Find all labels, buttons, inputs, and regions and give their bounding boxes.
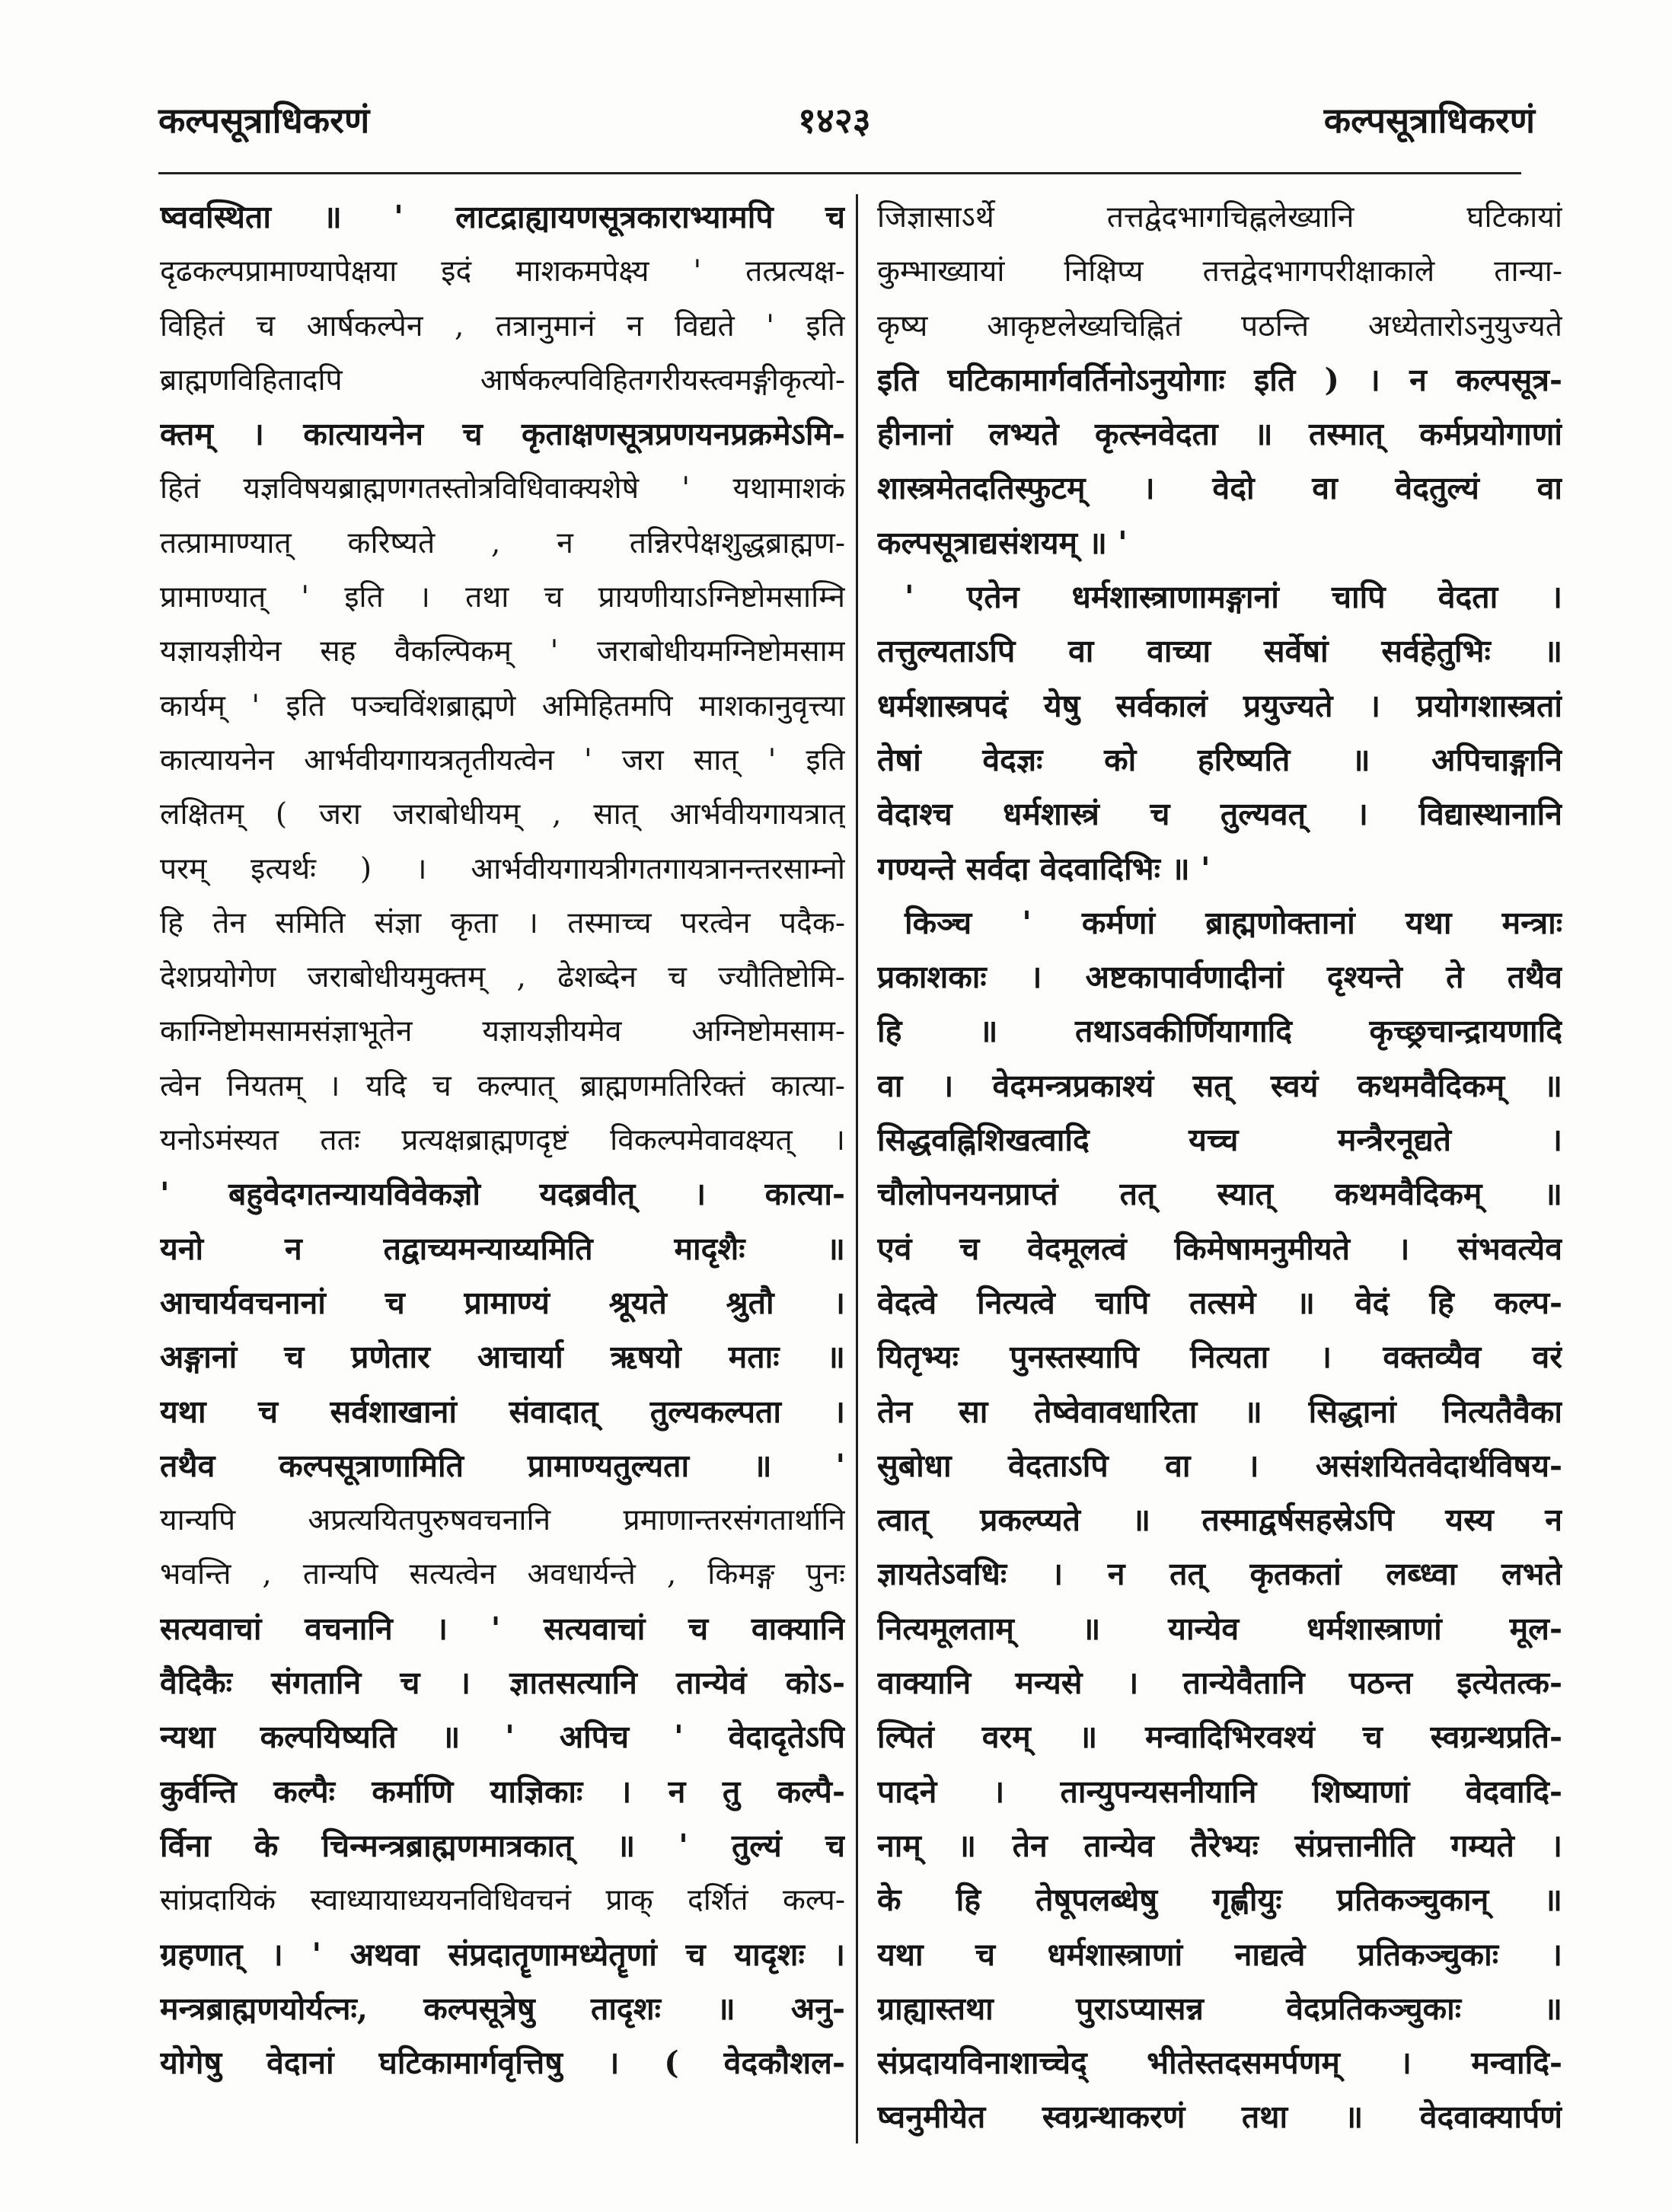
text-line: इति घटिकामार्गवर्तिनोऽनुयोगाः इति ) । न कल्पसूत्र- <box>877 361 1562 398</box>
text-line: जिज्ञासाऽर्थे तत्तद्वेदभागचिह्नलेख्यानि घटिकायां <box>877 200 1562 235</box>
text-line: अङ्गानां च प्रणेतार आचार्या ऋषयो मताः ॥ <box>160 1339 845 1376</box>
text-line: लक्षितम् ( जरा जराबोधीयम् , सात् आर्भवीयगायत्रात् <box>160 797 845 832</box>
text-line: शास्त्रमेतदतिस्फुटम् । वेदो वा वेदतुल्यं वा <box>877 470 1562 507</box>
text-line: योगेषु वेदानां घटिकामार्गवृत्तिषु । ( वेदकौशल- <box>160 2044 845 2082</box>
right-column <box>877 190 1562 2145</box>
text-line: ष्ववस्थिता ॥ ' लाटद्राह्यायणसूत्रकाराभ्यामपि च <box>160 199 845 235</box>
text-line: हि तेन समिति संज्ञा कृता । तस्माच्च परत्वेन पदैक- <box>160 905 845 940</box>
text-line: प्रकाशकाः । अष्टकापार्वणादीनां दृश्यन्ते ते तथैव <box>877 959 1562 996</box>
text-line: यथा च सर्वशाखानां संवादात् तुल्यकल्पता । <box>160 1393 845 1430</box>
text-line: त्वात् प्रकल्प्यते ॥ तस्माद्वर्षसहस्रेऽपि यस्य न <box>877 1502 1562 1539</box>
text-line: ज्ञायतेऽवधिः । न तत् कृतकतां लब्ध्वा लभते <box>877 1556 1562 1593</box>
text-line: सिद्धवह्निशिखत्वादि यच्च मन्त्रैरनूद्यते । <box>877 1122 1562 1159</box>
text-line: ग्रहणात् । ' अथवा संप्रदातॄणामध्येतॄणां च यादृशः । <box>160 1936 845 1973</box>
text-line: दृढकल्पप्रामाण्यापेक्षया इदं माशकमपेक्ष्य ' तत्प्रत्यक्ष- <box>160 254 845 289</box>
text-line: मन्त्रब्राह्मणयोर्यत्नः, कल्पसूत्रेषु तादृशः ॥ अनु- <box>160 1990 845 2027</box>
text-line: ग्राह्यास्तथा पुराऽप्यासन्न वेदप्रतिकञ्चुकाः ॥ <box>877 1990 1562 2027</box>
text-line: ष्वनुमीयेत स्वग्रन्थाकरणं तथा ॥ वेदवाक्यार्पणं <box>877 2099 1562 2136</box>
text-line: यनो न तद्वाच्यमन्याय्यमिति मादृशैः ॥ <box>160 1230 845 1267</box>
text-line: ' एतेन धर्मशास्त्राणामङ्गानां चापि वेदता । <box>905 579 1562 616</box>
text-line: तत्प्रामाण्यात् करिष्यते , न तन्निरपेक्षशुद्धब्राह्मण- <box>160 525 845 560</box>
text-line: यनोऽमंस्यत ततः प्रत्यक्षब्राह्मणदृष्टं विकल्पमेवावक्ष्यत् । <box>160 1123 845 1158</box>
header-rule <box>158 172 1521 174</box>
text-line: नित्यमूलताम् ॥ यान्येव धर्मशास्त्राणां मूल- <box>877 1610 1562 1647</box>
text-line: हितं यज्ञविषयब्राह्मणगतस्तोत्रविधिवाक्यशेषे ' यथामाशकं <box>160 471 845 506</box>
text-line: संप्रदायविनाशाच्चेद् भीतेस्तदसमर्पणम् । मन्वादि- <box>877 2044 1562 2082</box>
text-line: गण्यन्ते सर्वदा वेदवादिभिः ॥ ' <box>877 850 1211 887</box>
text-line: आचार्यवचनानां च प्रामाण्यं श्रूयते श्रुतौ । <box>160 1284 845 1321</box>
text-line: कुर्वन्ति कल्पैः कर्माणि याज्ञिकाः । न तु कल्पै- <box>160 1773 845 1810</box>
text-line: ल्पितं वरम् ॥ मन्वादिभिरवश्यं च स्वग्रन्थप्रति- <box>877 1719 1562 1756</box>
text-line: कल्पसूत्राद्यसंशयम् ॥ ' <box>877 524 1128 561</box>
column-divider <box>856 194 858 2143</box>
text-line: के हि तेषूपलब्धेषु गृह्णीयुः प्रतिकञ्चुकान् ॥ <box>877 1882 1562 1919</box>
text-line: पादने । तान्युपन्यसनीयानि शिष्याणां वेदवादि- <box>877 1773 1562 1810</box>
running-header-right: कल्पसूत्राधिकरणं <box>1323 100 1535 141</box>
page-number: १४२३ <box>798 100 871 141</box>
text-line: तथैव कल्पसूत्राणामिति प्रामाण्यतुल्यता ॥ ' <box>160 1447 845 1484</box>
text-line: यान्यपि अप्रत्ययितपुरुषवचनानि प्रमाणान्तरसंगतार्थानि <box>160 1503 845 1538</box>
text-line: हि ॥ तथाऽवकीर्णियागादि कृच्छ्रचान्द्रायणादि <box>877 1013 1562 1050</box>
text-line: क्तम् । कात्यायनेन च कृताक्षणसूत्रप्रणयनप्रक्रमेऽमि- <box>160 416 845 453</box>
text-line: काग्निष्टोमसामसंज्ञाभूतेन यज्ञायज्ञीयमेव अग्निष्टोमसाम- <box>160 1014 845 1049</box>
text-line: कृष्य आकृष्टलेख्यचिह्नितं पठन्ति अध्येतारोऽनुयुज्यते <box>877 308 1562 343</box>
text-line: सत्यवाचां वचनानि । ' सत्यवाचां च वाक्यानि <box>160 1610 845 1647</box>
text-line: एवं च वेदमूलत्वं किमेषामनुमीयते । संभवत्येव <box>877 1230 1562 1267</box>
text-line: ब्राह्मणविहितादपि आर्षकल्पविहितगरीयस्त्वमङ्गीकृत्यो- <box>160 362 845 397</box>
text-line: ' बहुवेदगतन्यायविवेकज्ञो यदब्रवीत् । कात्या- <box>160 1176 845 1213</box>
text-line: न्यथा कल्पयिष्यति ॥ ' अपिच ' वेदादृतेऽपि <box>160 1719 845 1756</box>
text-line: सुबोधा वेदताऽपि वा । असंशयितवेदार्थविषय- <box>877 1447 1562 1484</box>
text-line: तेषां वेदज्ञः को हरिष्यति ॥ अपिचाङ्गानि <box>877 741 1562 778</box>
text-line: धर्मशास्त्रपदं येषु सर्वकालं प्रयुज्यते । प्रयोगशास्त्रतां <box>877 687 1562 724</box>
text-line: वा । वेदमन्त्रप्रकाश्यं सत् स्वयं कथमवैदिकम् ॥ <box>877 1067 1562 1104</box>
text-line: किञ्च ' कर्मणां ब्राह्मणोक्तानां यथा मन्त्राः <box>905 904 1562 941</box>
running-header-left: कल्पसूत्राधिकरणं <box>158 100 370 141</box>
text-line: भवन्ति , तान्यपि सत्यत्वेन अवधार्यन्ते , किमङ्ग पुनः <box>160 1557 845 1592</box>
text-line: नाम् ॥ तेन तान्येव तैरेभ्यः संप्रत्तानीति गम्यते । <box>877 1827 1562 1864</box>
text-line: यथा च धर्मशास्त्राणां नाद्यत्वे प्रतिकञ्चुकाः । <box>877 1936 1562 1973</box>
text-line: तत्तुल्यताऽपि वा वाच्या सर्वेषां सर्वहेतुभिः ॥ <box>877 633 1562 670</box>
text-line: प्रामाण्यात् ' इति । तथा च प्रायणीयाऽग्निष्टोमसाम्नि <box>160 580 845 615</box>
text-line: यितृभ्यः पुनस्तस्यापि नित्यता । वक्तव्यैव वरं <box>877 1339 1562 1376</box>
text-line: वाक्यानि मन्यसे । तान्येवैतानि पठन्त इत्येतत्क- <box>877 1665 1562 1702</box>
text-line: र्विना के चिन्मन्त्रब्राह्मणमात्रकात् ॥ ' तुल्यं च <box>160 1827 845 1864</box>
text-line: कार्यम् ' इति पञ्चविंशब्राह्मणे अमिहितमपि माशकानुवृत्त्या <box>160 688 845 723</box>
text-line: कात्यायनेन आर्भवीयगायत्रतृतीयत्वेन ' जरा सात् ' इति <box>160 742 845 777</box>
text-line: विहितं च आर्षकल्पेन , तत्रानुमानं न विद्यते ' इति <box>160 308 845 343</box>
text-line: कुम्भाख्यायां निक्षिप्य तत्तद्वेदभागपरीक्षाकाले तान्या- <box>877 254 1562 289</box>
text-line: त्वेन नियतम् । यदि च कल्पात् ब्राह्मणमतिरिक्तं कात्या- <box>160 1068 845 1103</box>
left-column <box>160 190 845 2090</box>
text-line: वेदत्वे नित्यत्वे चापि तत्समे ॥ वेदं हि कल्प- <box>877 1284 1562 1321</box>
text-line: हीनानां लभ्यते कृत्स्नवेदता ॥ तस्मात् कर्मप्रयोगाणां <box>877 416 1562 453</box>
text-line: वेदाश्च धर्मशास्त्रं च तुल्यवत् । विद्यास्थानानि <box>877 796 1562 833</box>
text-line: परम् इत्यर्थः ) । आर्भवीयगायत्रीगतगायत्रानन्तरसाम्नो <box>160 851 845 886</box>
text-line: वैदिकैः संगतानि च । ज्ञातसत्यानि तान्येवं कोऽ- <box>160 1665 845 1702</box>
text-line: यज्ञायज्ञीयेन सह वैकल्पिकम् ' जराबोधीयमग्निष्टोमसाम <box>160 634 845 669</box>
text-line: सांप्रदायिकं स्वाध्यायाध्ययनविधिवचनं प्राक् दर्शितं कल्प- <box>160 1883 845 1918</box>
text-line: देशप्रयोगेण जराबोधीयमुक्तम् , ढेशब्देन च ज्यौतिष्टोमि- <box>160 960 845 995</box>
text-line: चौलोपनयनप्राप्तं तत् स्यात् कथमवैदिकम् ॥ <box>877 1176 1562 1213</box>
text-line: तेन सा तेष्वेवावधारिता ॥ सिद्धानां नित्यतैवैका <box>877 1393 1562 1430</box>
